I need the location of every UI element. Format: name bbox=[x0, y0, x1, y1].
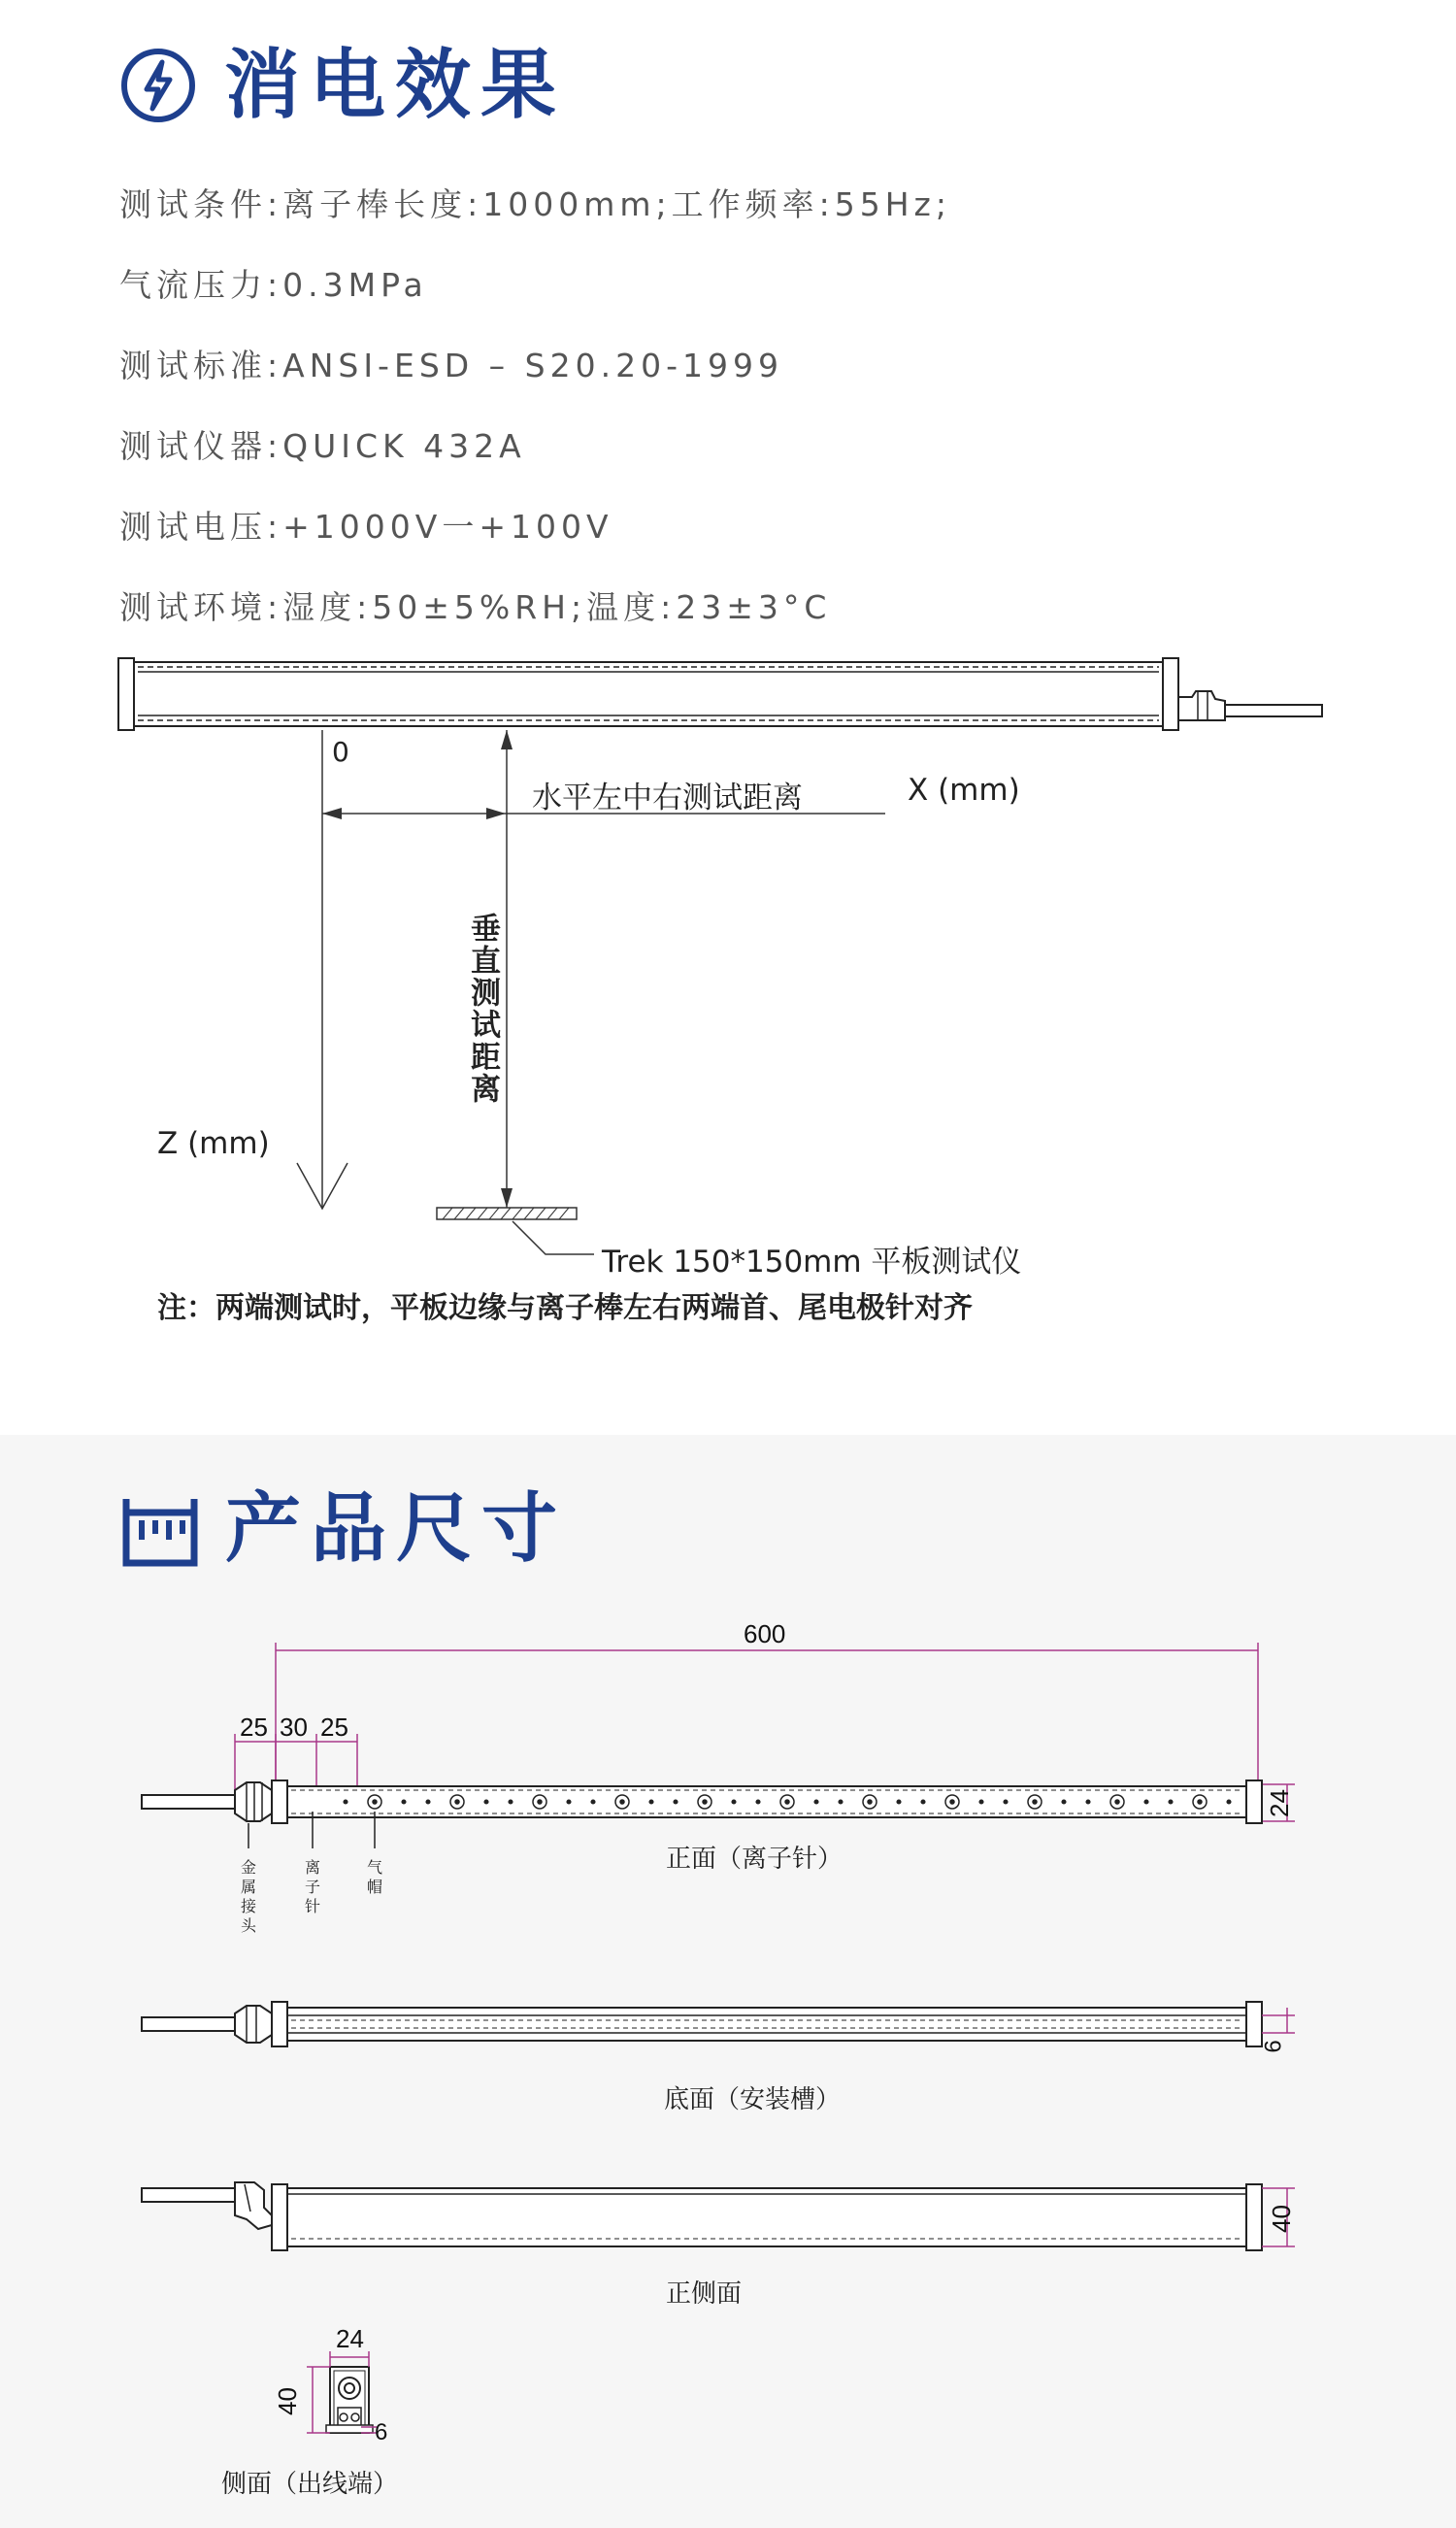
air-cap-center bbox=[703, 1800, 707, 1804]
size-title: 产品尺寸 bbox=[225, 1485, 568, 1573]
dim-end-width: 24 bbox=[336, 2324, 364, 2353]
plate-label: Trek 150*150mm 平板测试仪 bbox=[602, 1245, 1022, 1280]
air-cap-center bbox=[455, 1800, 459, 1804]
section-size bbox=[0, 1435, 1456, 2528]
param-standard: 测试标准:ANSI-ESD – S20.20-1999 bbox=[119, 347, 783, 384]
ion-needle-mark bbox=[897, 1800, 901, 1804]
air-cap-center bbox=[950, 1800, 954, 1804]
ion-needle-mark bbox=[921, 1800, 925, 1804]
air-cap-center bbox=[538, 1800, 542, 1804]
ion-needle-mark bbox=[1169, 1800, 1173, 1804]
param-environment: 测试环境:湿度:50±5%RH;温度:23±3°C bbox=[119, 588, 832, 626]
ion-needle-mark bbox=[344, 1800, 347, 1804]
dim-end-height: 40 bbox=[272, 2387, 302, 2415]
metal-joint-label: 金 属 接 头 bbox=[240, 1858, 256, 1935]
front-view-drawing bbox=[142, 1643, 1295, 1848]
dim-slot: 6 bbox=[1260, 2040, 1287, 2053]
ion-needle-mark bbox=[402, 1800, 406, 1804]
dim-front-height: 24 bbox=[1264, 1789, 1294, 1817]
ion-needle-mark bbox=[484, 1800, 488, 1804]
ion-needle-mark bbox=[839, 1800, 843, 1804]
ion-needle-mark bbox=[426, 1800, 430, 1804]
air-cap-center bbox=[620, 1800, 624, 1804]
dim-needle-offset: 30 bbox=[280, 1713, 308, 1742]
ion-needle-mark bbox=[814, 1800, 818, 1804]
ion-needle-mark bbox=[1144, 1800, 1148, 1804]
horizontal-distance-label: 水平左中右测试距离 bbox=[532, 781, 803, 815]
param-instrument: 测试仪器:QUICK 432A bbox=[119, 427, 526, 465]
ion-needle-mark bbox=[1227, 1800, 1231, 1804]
air-cap-center bbox=[785, 1800, 789, 1804]
x-axis-label: X (mm) bbox=[908, 773, 1020, 808]
end-view-drawing bbox=[307, 2351, 377, 2433]
ion-bar-drawing bbox=[118, 658, 1322, 730]
ion-needle-mark bbox=[1062, 1800, 1066, 1804]
test-note: 注：两端测试时，平板边缘与离子棒左右两端首、尾电极针对齐 bbox=[157, 1291, 973, 1325]
dim-length: 600 bbox=[744, 1619, 786, 1648]
front-side-view-caption: 正侧面 bbox=[666, 2279, 743, 2309]
dimension-drawings bbox=[0, 1435, 1456, 2528]
ion-needle-mark bbox=[979, 1800, 983, 1804]
z-axis-label: Z (mm) bbox=[157, 1126, 270, 1161]
end-view-caption: 侧面（出线端） bbox=[221, 2470, 399, 2499]
dim-cap-offset: 25 bbox=[320, 1713, 348, 1742]
front-side-view-drawing bbox=[142, 2182, 1295, 2250]
front-view-caption: 正面（离子针） bbox=[666, 1845, 844, 1874]
air-cap-center bbox=[1033, 1800, 1037, 1804]
ion-needle-mark bbox=[649, 1800, 653, 1804]
air-cap-label: 气 帽 bbox=[366, 1858, 382, 1896]
vertical-distance-label: 垂直测试距离 bbox=[465, 913, 500, 1105]
ion-needle-mark bbox=[756, 1800, 760, 1804]
air-cap-center bbox=[868, 1800, 872, 1804]
effect-title: 消电效果 bbox=[224, 42, 567, 129]
ion-needle-mark bbox=[567, 1800, 571, 1804]
air-cap-center bbox=[373, 1800, 377, 1804]
ion-needle-mark bbox=[509, 1800, 513, 1804]
dim-end-slot: 6 bbox=[375, 2419, 388, 2445]
param-condition: 测试条件:离子棒长度:1000mm;工作频率:55Hz; bbox=[119, 185, 951, 223]
ion-needle-mark bbox=[1004, 1800, 1008, 1804]
dim-joint: 25 bbox=[240, 1713, 268, 1742]
origin-label: 0 bbox=[332, 736, 349, 768]
bottom-view-drawing bbox=[142, 2002, 1295, 2046]
air-cap-center bbox=[1198, 1800, 1202, 1804]
ion-needle-mark bbox=[674, 1800, 678, 1804]
param-air-pressure: 气流压力:0.3MPa bbox=[119, 266, 428, 304]
ion-needle-label: 离 子 针 bbox=[304, 1858, 320, 1915]
bottom-view-caption: 底面（安装槽） bbox=[664, 2085, 842, 2114]
dim-side-height: 40 bbox=[1266, 2205, 1296, 2233]
ion-needle-mark bbox=[591, 1800, 595, 1804]
param-voltage: 测试电压:+1000V一+100V bbox=[119, 508, 613, 546]
ion-needle-mark bbox=[1086, 1800, 1090, 1804]
air-cap-center bbox=[1115, 1800, 1119, 1804]
ion-needle-mark bbox=[732, 1800, 736, 1804]
